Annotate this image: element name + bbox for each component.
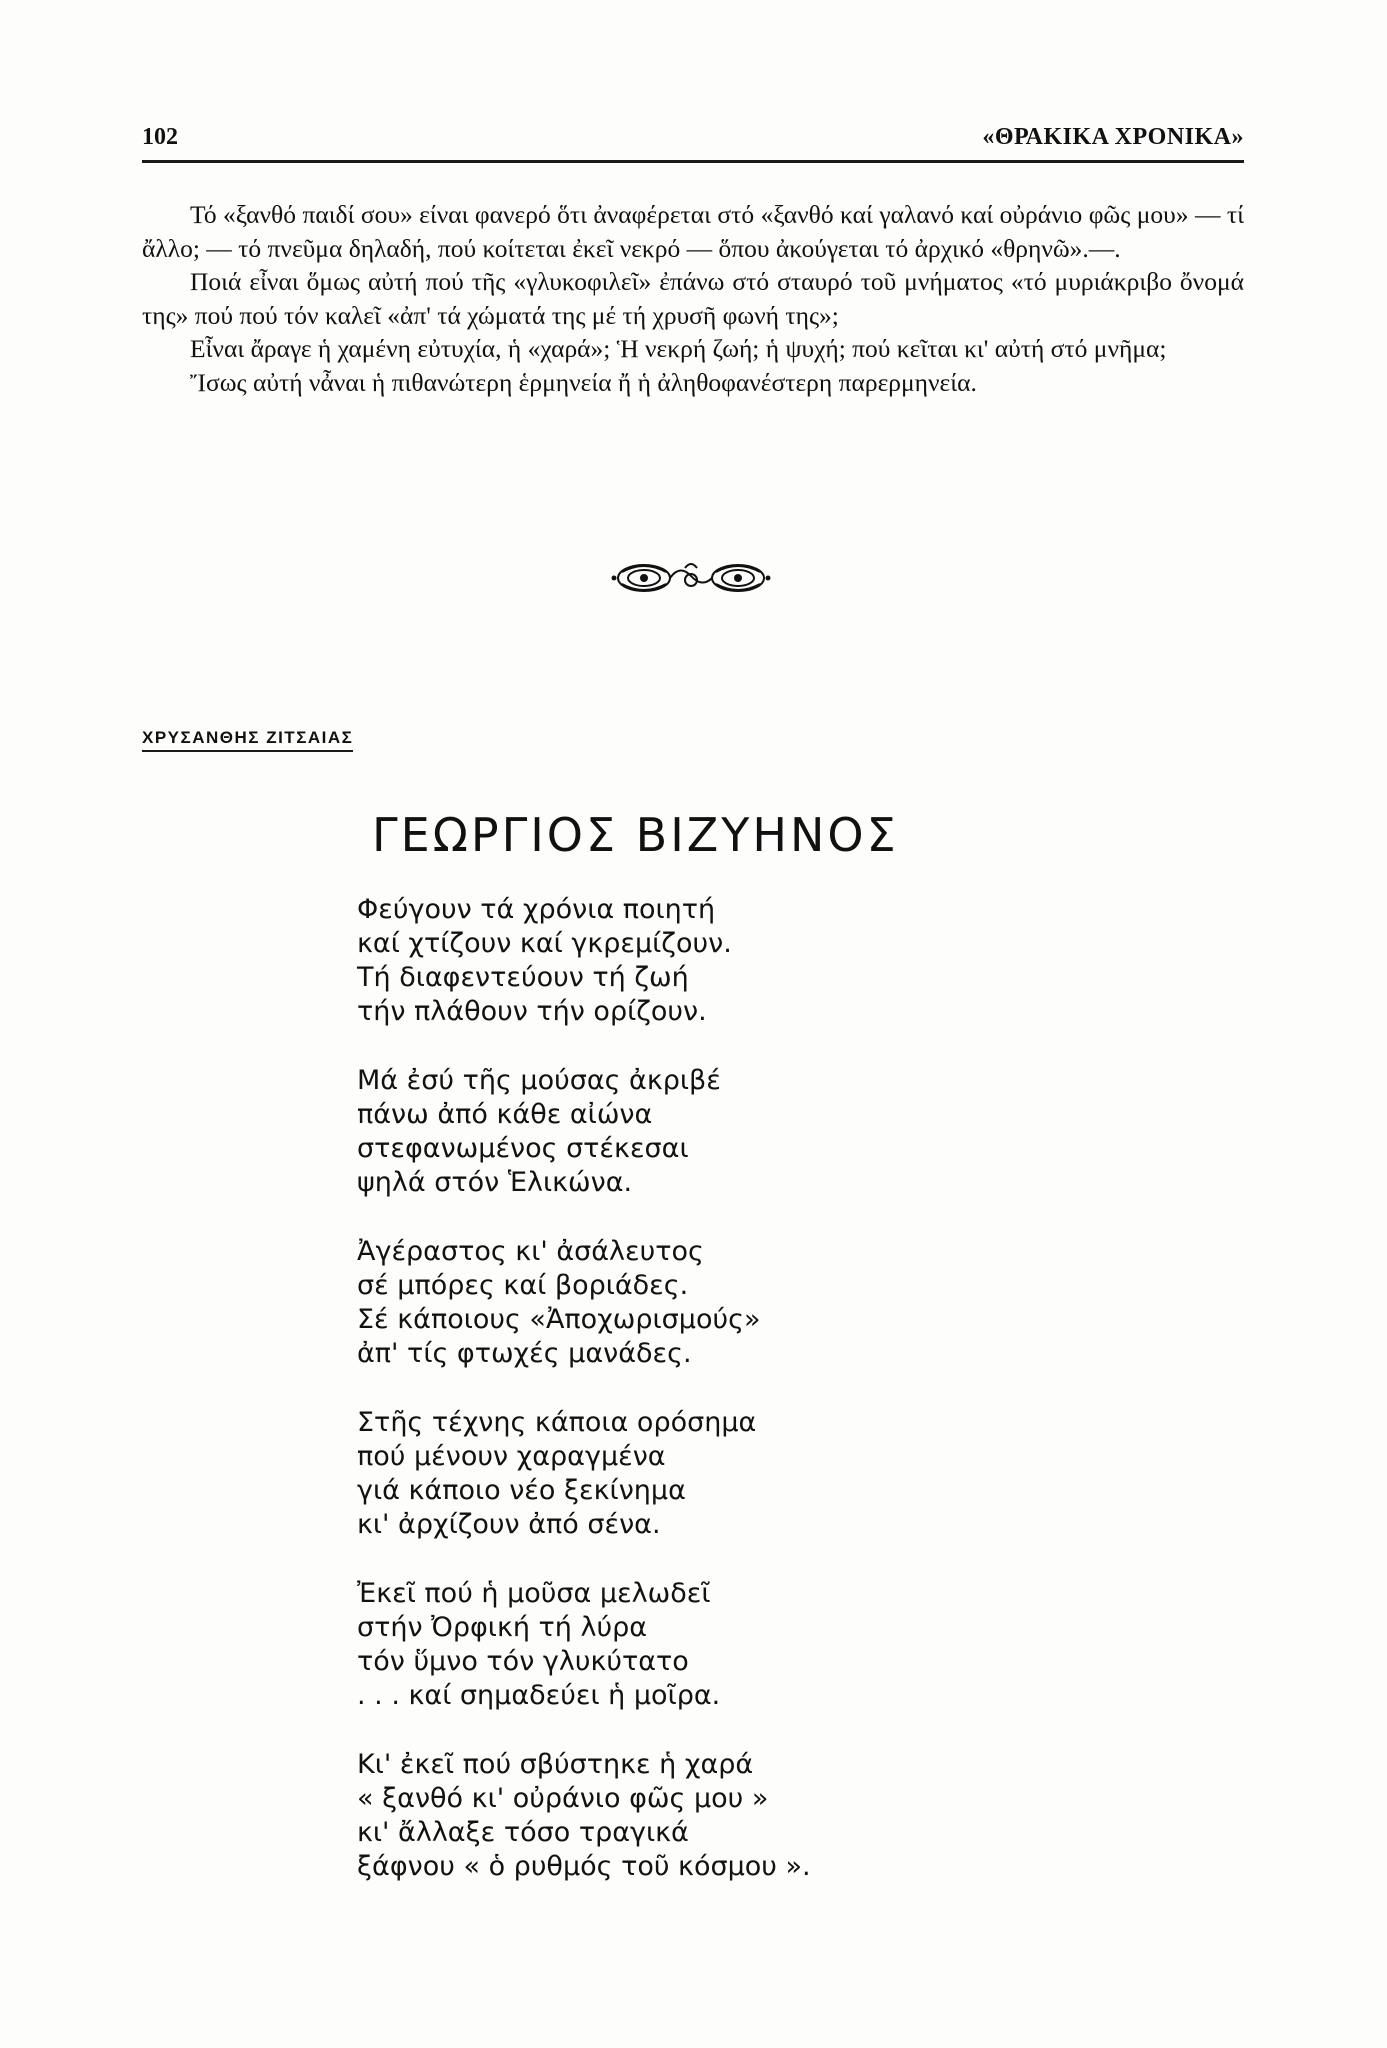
poem-verse: Τή διαφεντεύουν τή ζωή: [357, 962, 689, 993]
poem-verse: πού μένουν χαραγμένα: [357, 1441, 666, 1472]
poem-stanza: [357, 1235, 811, 1371]
poem-stanza: [357, 1406, 811, 1542]
prose-section: [142, 198, 1244, 399]
page-number: 102: [142, 124, 178, 150]
prose-paragraph: Τό «ξανθό παιδί σου» είναι φανερό ὅτι ἀναφέρεται στό «ξανθό καί γαλανό καί οὐράνιο φῶς μου» — τί ἄλλο; — τό πνεῦμα δηλαδή, πού κοίτεται ἐκεῖ νεκρό — ὅπου ἀκούγεται τό ἀρχικό «θρηνῶ».—.: [142, 200, 1244, 263]
poem-verse: στήν Ὀρφική τή λύρα: [357, 1612, 648, 1643]
poem-verse: ξάφνου « ὁ ρυθμός τοῦ κόσμου ».: [357, 1851, 811, 1882]
poem-title: ΓΕΩΡΓΙΟΣ ΒΙΖΥΗΝΟΣ: [372, 808, 899, 862]
poem-verse: σέ μπόρες καί βοριάδες.: [357, 1270, 689, 1301]
poem-verse: . . . καί σημαδεύει ἡ μοῖρα.: [357, 1680, 721, 1711]
page-header: [142, 118, 1244, 163]
poem-stanza: [357, 1577, 811, 1713]
poem-stanza: [357, 1748, 811, 1884]
poem-stanza: [357, 1064, 811, 1200]
prose-paragraph: Εἶναι ἄραγε ἡ χαμένη εὐτυχία, ἡ «χαρά»; Ἡ νεκρή ζωή; ἡ ψυχή; πού κεῖται κι' αὐτή στό μνῆμα;: [190, 334, 1167, 363]
prose-paragraph: Ποιά εἶναι ὅμως αὐτή πού τῆς «γλυκοφιλεῖ» ἐπάνω στό σταυρό τοῦ μνήματος «τό μυριάκριβο ὄνομά της» πού πού τόν καλεῖ «ἀπ' τά χώματά της μέ τή χρυσῆ φωνή της»;: [142, 267, 1244, 330]
poem-verse: καί χτίζουν καί γκρεμίζουν.: [357, 928, 732, 959]
poem-verse: τόν ὕμνο τόν γλυκύτατο: [357, 1646, 689, 1677]
poem-verse: Ἐκεῖ πού ἡ μοῦσα μελωδεῖ: [357, 1578, 711, 1609]
poem-verse: κι' ἄλλαξε τόσο τραγικά: [357, 1817, 689, 1848]
poem-body: [357, 893, 811, 1919]
running-title: «ΘΡΑΚΙΚΑ ΧΡΟΝΙΚΑ»: [982, 124, 1244, 150]
poem-verse: τήν πλάθουν τήν ορίζουν.: [357, 996, 707, 1027]
poem-verse: στεφανωμένος στέκεσαι: [357, 1133, 689, 1164]
poem-verse: Ἀγέραστος κι' ἀσάλευτος: [357, 1236, 704, 1267]
poem-verse: Σέ κάποιους «Ἀποχωρισμούς»: [357, 1304, 761, 1335]
floral-vignette-icon: [608, 558, 774, 598]
poem-verse: πάνω ἀπό κάθε αἰώνα: [357, 1099, 653, 1130]
poem-stanza: [357, 893, 811, 1029]
poem-verse: Κι' ἐκεῖ πού σβύστηκε ἡ χαρά: [357, 1749, 754, 1780]
poem-author: ΧΡΥΣΑΝΘΗΣ ΖΙΤΣΑΙΑΣ: [142, 728, 353, 752]
poem-verse: ψηλά στόν Ἑλικώνα.: [357, 1167, 633, 1198]
poem-verse: « ξανθό κι' οὐράνιο φῶς μου »: [357, 1783, 769, 1814]
poem-verse: κι' ἀρχίζουν ἀπό σένα.: [357, 1509, 661, 1540]
prose-paragraph: Ἴσως αὐτή νἆναι ἡ πιθανώτερη ἑρμηνεία ἤ ἡ ἀληθοφανέστερη παρερμηνεία.: [190, 367, 977, 397]
poem-verse: Στῆς τέχνης κάποια ορόσημα: [357, 1407, 757, 1438]
poem-verse: ἀπ' τίς φτωχές μανάδες.: [357, 1338, 692, 1369]
poem-verse: γιά κάποιο νέο ξεκίνημα: [357, 1475, 686, 1506]
poem-verse: Φεύγουν τά χρόνια ποιητή: [357, 894, 716, 925]
poem-verse: Μά ἐσύ τῆς μούσας ἀκριβέ: [357, 1065, 721, 1096]
